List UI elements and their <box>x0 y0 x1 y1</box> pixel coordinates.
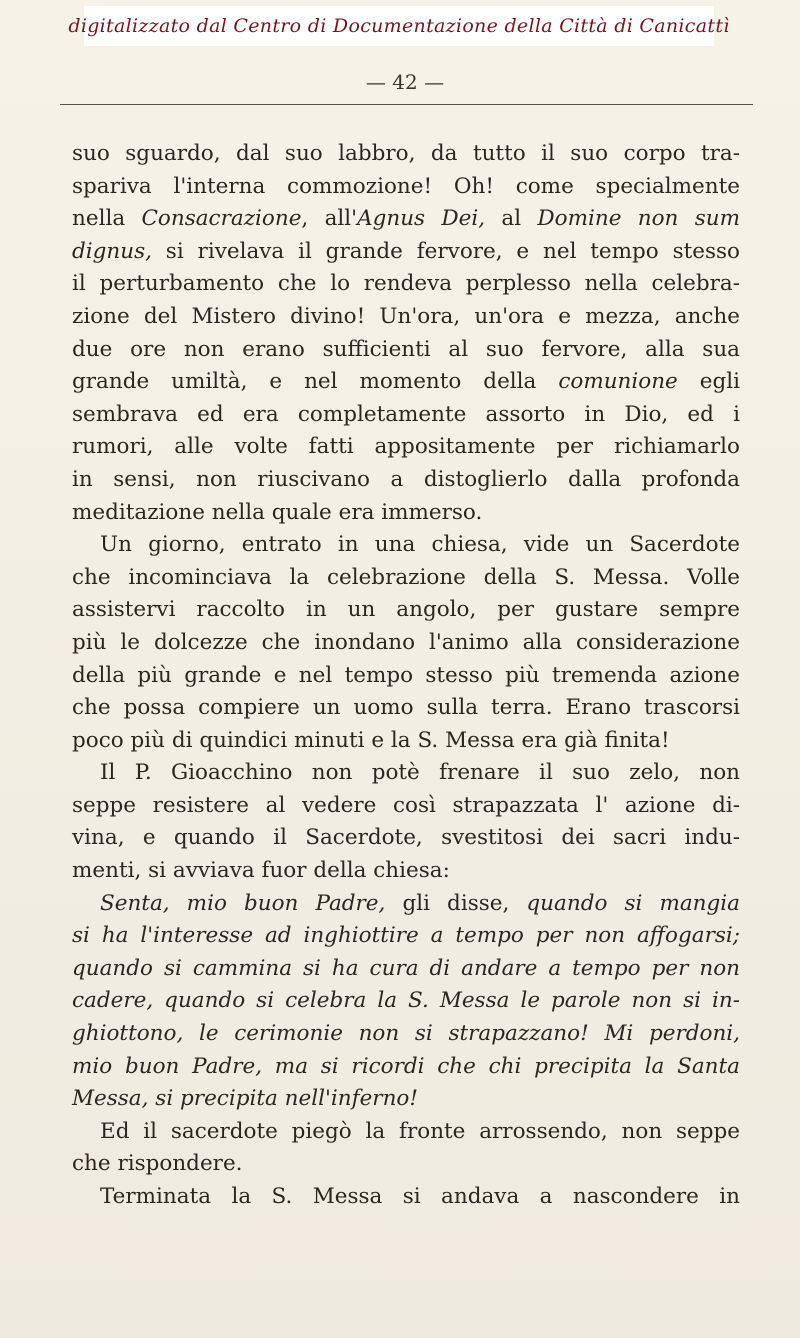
text-line <box>72 888 740 921</box>
text-run: menti, si avviava fuor della chiesa: <box>72 858 450 884</box>
italic-text: ghiottono, le cerimonie non si strapazzano! Mi perdoni, <box>72 1021 740 1047</box>
text-run: egli <box>677 369 740 395</box>
text-run: grande umiltà, e nel momento della <box>72 369 559 395</box>
text-run: il perturbamento che lo rendeva perplesso nella celebra- <box>72 271 740 297</box>
text-line <box>72 138 740 171</box>
text-line <box>72 1181 740 1214</box>
text-run: assistervi raccolto in un angolo, per gustare sempre <box>72 597 740 623</box>
italic-text: Agnus Dei, <box>357 206 486 232</box>
italic-text: cadere, quando si celebra la S. Messa le parole non si in- <box>72 988 740 1014</box>
text-run: spariva l'interna commozione! Oh! come specialmente <box>72 173 740 199</box>
text-run: che rispondere. <box>72 1151 243 1177</box>
text-run: nella <box>72 206 142 232</box>
text-run: che possa compiere un uomo sulla terra. Erano trascorsi <box>72 695 740 721</box>
text-line <box>72 855 740 888</box>
text-run: meditazione nella quale era immerso. <box>72 499 483 525</box>
text-line <box>72 301 740 334</box>
text-run: , all' <box>301 206 358 232</box>
italic-text: mio buon Padre, ma si ricordi che chi precipita la Santa <box>72 1053 740 1079</box>
text-line <box>72 1116 740 1149</box>
text-line <box>72 366 740 399</box>
text-line <box>72 529 740 562</box>
text-run: Il P. Gioacchino non potè frenare il suo zelo, non <box>100 760 740 786</box>
text-line <box>72 1051 740 1084</box>
text-line <box>72 171 740 204</box>
text-run: sembrava ed era completamente assorto in Dio, ed i <box>72 401 740 427</box>
text-run: al <box>485 206 538 232</box>
text-line <box>72 431 740 464</box>
text-line <box>72 692 740 725</box>
text-line <box>72 203 740 236</box>
text-line <box>72 920 740 953</box>
italic-text: quando si mangia <box>526 890 740 916</box>
text-run: zione del Mistero divino! Un'ora, un'ora e mezza, anche <box>72 303 740 329</box>
italic-text: si ha l'interesse ad inghiottire a tempo per non affogarsi; <box>72 923 740 949</box>
text-run: vina, e quando il Sacerdote, svestitosi dei sacri indu- <box>72 825 740 851</box>
text-run: seppe resistere al vedere così strapazzata l' azione di- <box>72 792 740 818</box>
header-rule <box>60 104 753 105</box>
italic-text: Domine non sum <box>537 206 740 232</box>
text-line <box>72 594 740 627</box>
text-run: della più grande e nel tempo stesso più tremenda azione <box>72 662 740 688</box>
italic-text: dignus, <box>72 238 152 264</box>
text-line <box>72 268 740 301</box>
digitization-watermark: digitalizzato dal Centro di Documentazione della Città di Canicattì <box>84 6 714 46</box>
text-line <box>72 725 740 758</box>
text-line <box>72 790 740 823</box>
text-line <box>72 497 740 530</box>
text-run: rumori, alle volte fatti appositamente per richiamarlo <box>72 434 740 460</box>
text-line <box>72 334 740 367</box>
text-run: Terminata la S. Messa si andava a nascondere in <box>100 1184 740 1209</box>
text-line <box>72 1018 740 1051</box>
text-line <box>72 985 740 1018</box>
text-run: si rivelava il grande fervore, e nel tempo stesso <box>151 238 740 264</box>
text-run: Ed il sacerdote piegò la fronte arrossendo, non seppe <box>100 1118 740 1144</box>
text-line <box>72 757 740 790</box>
text-line <box>72 627 740 660</box>
body-text <box>72 138 740 1214</box>
text-line <box>72 399 740 432</box>
text-line <box>72 660 740 693</box>
page-number: — 42 — <box>365 70 445 94</box>
text-run: più le dolcezze che inondano l'animo alla considerazione <box>72 629 740 655</box>
text-run: gli disse, <box>385 890 527 916</box>
italic-text: quando si cammina si ha cura di andare a tempo per non <box>72 955 740 981</box>
text-line <box>72 1148 740 1181</box>
text-run: Un giorno, entrato in una chiesa, vide un Sacerdote <box>100 532 740 558</box>
italic-text: comunione <box>558 369 678 395</box>
text-line <box>72 562 740 595</box>
italic-text: Messa, si precipita nell'inferno! <box>72 1086 418 1112</box>
text-line <box>72 1083 740 1116</box>
text-line <box>72 953 740 986</box>
text-run: in sensi, non riuscivano a distoglierlo dalla profonda <box>72 466 740 492</box>
italic-text: Consacrazione <box>141 206 302 232</box>
text-run: suo sguardo, dal suo labbro, da tutto il suo corpo tra- <box>72 141 740 166</box>
text-line <box>72 236 740 269</box>
text-line <box>72 464 740 497</box>
text-run: che incominciava la celebrazione della S. Messa. Volle <box>72 564 740 590</box>
text-run: poco più di quindici minuti e la S. Messa era già finita! <box>72 727 670 753</box>
text-line <box>72 822 740 855</box>
text-run: due ore non erano sufficienti al suo fervore, alla sua <box>72 336 740 362</box>
italic-text: Senta, mio buon Padre, <box>100 890 386 916</box>
